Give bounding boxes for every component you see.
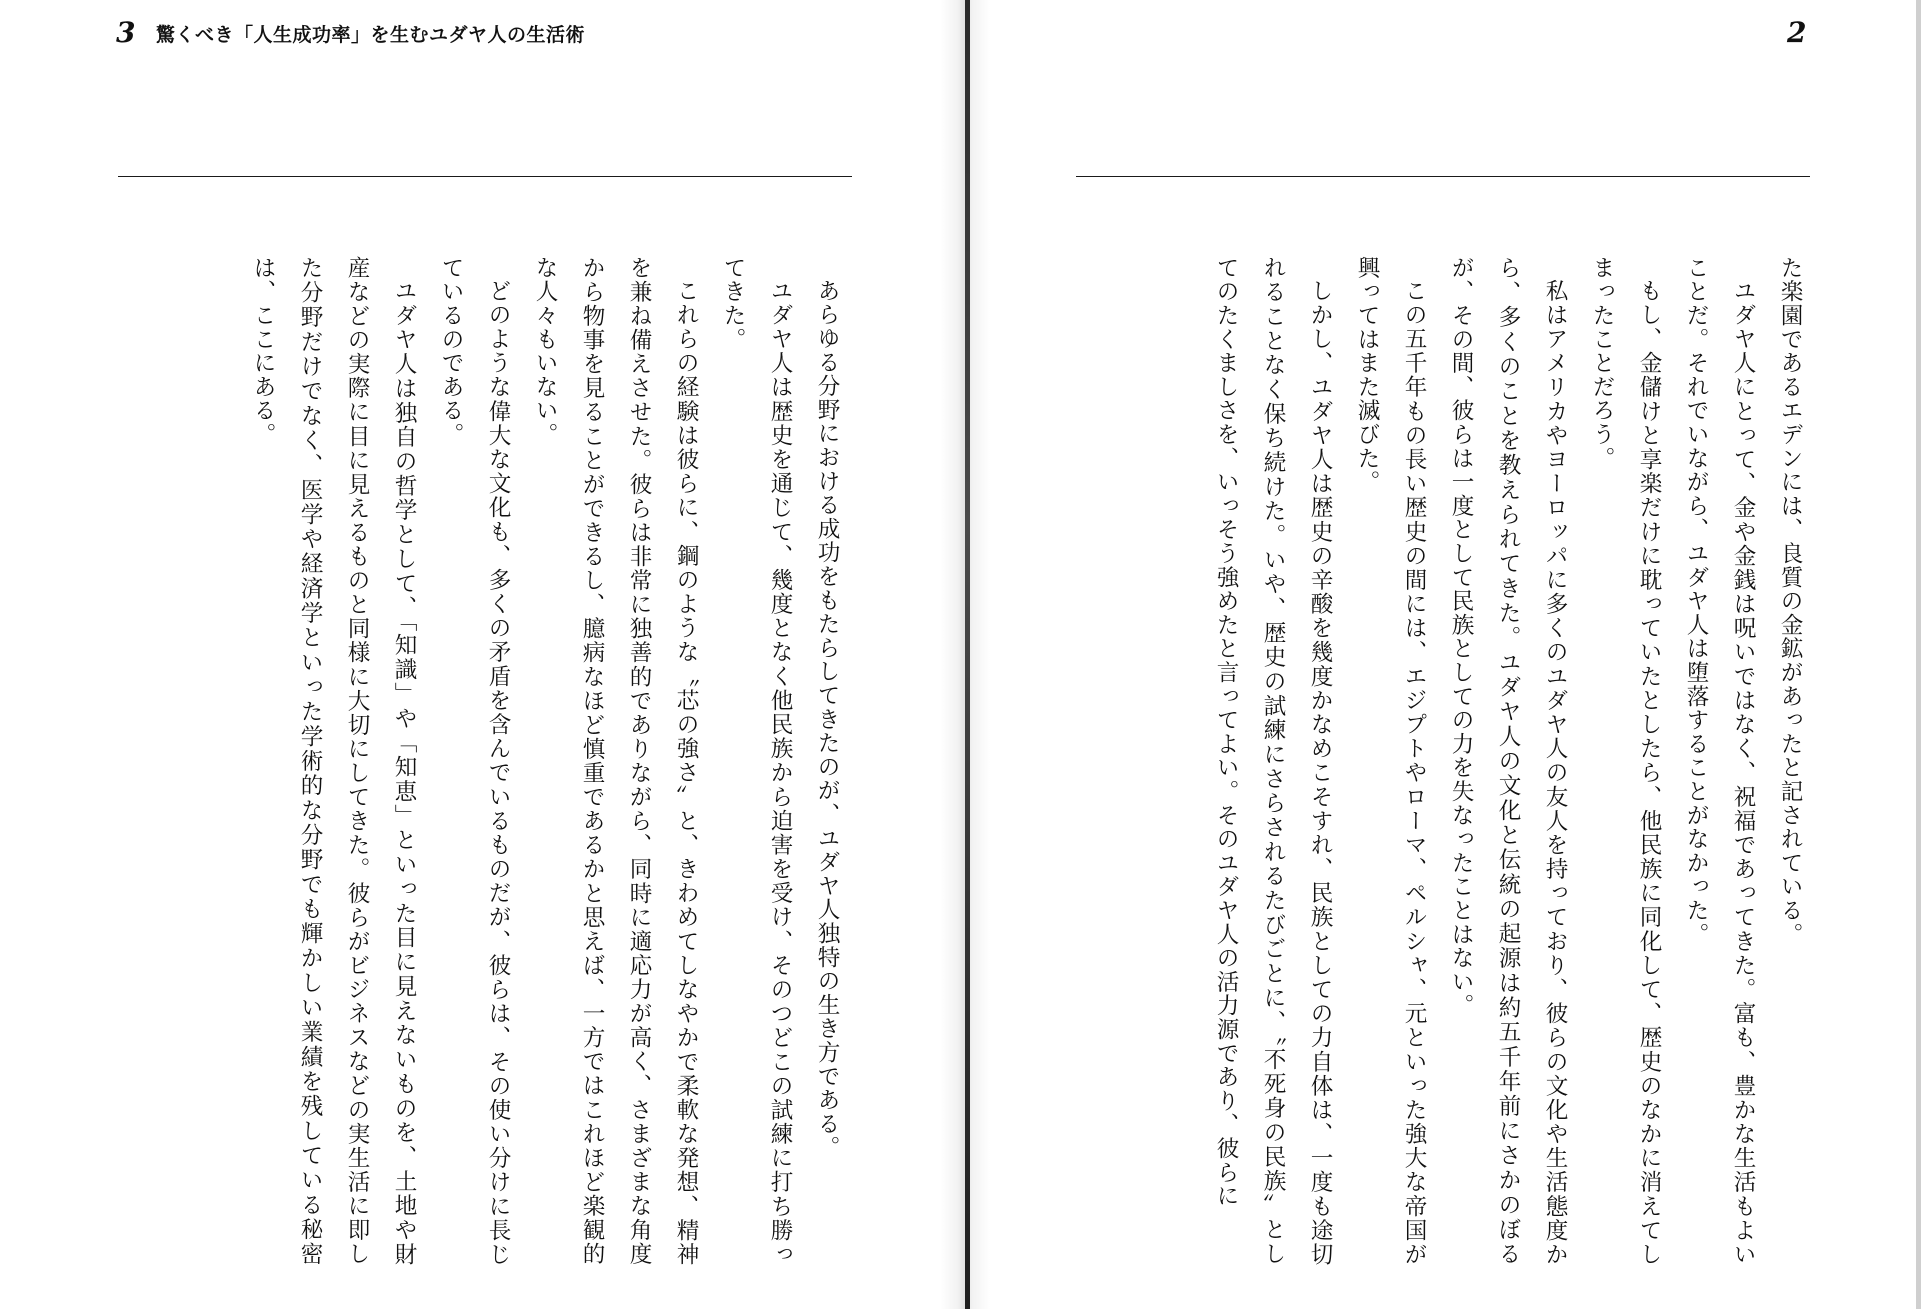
paragraph: もし、金儲けと享楽だけに耽っていたとしたら、他民族に同化して、歴史のなかに消えてしまったことだろう。 bbox=[1589, 256, 1662, 1266]
paragraph: これらの経験は彼らに、鋼のような〝芯の強さ〟と、きわめてしなやかで柔軟な発想、精神を兼ね備えさせた。彼らは非常に独善的でありながら、同時に適応力が高く、さまざまな角度から物事を見ることができるし、臆病なほど慎重であるかと思えば、一方ではこれほど楽観的な人々もいない。 bbox=[532, 256, 699, 1266]
paragraph: 私はアメリカやヨーロッパに多くのユダヤ人の友人を持っており、彼らの文化や生活態度から、多くのことを教えられてきた。ユダヤ人の文化と伝統の起源は約五千年前にさかのぼるが、その間、彼らは一度として民族としての力を失なったことはない。 bbox=[1448, 256, 1568, 1266]
running-head: 驚くべき「人生成功率」を生むユダヤ人の生活術 bbox=[156, 24, 586, 46]
paragraph: あらゆる分野における成功をもたらしてきたのが、ユダヤ人独特の生き方である。 bbox=[814, 278, 840, 1160]
paragraph: ユダヤ人にとって、金や金銭は呪いではなく、祝福であってきた。富も、豊かな生活もよいことだ。それでいながら、ユダヤ人は堕落することがなかった。 bbox=[1683, 256, 1756, 1266]
page-number: 3 bbox=[116, 16, 136, 49]
paragraph: ユダヤ人は独自の哲学として、「知識」や「知恵」といった目に見えないものを、土地や財産などの実際に目に見えるものと同様に大切にしてきた。彼らがビジネスなどの実生活に即した分野だけでなく、医学や経済学といった学術的な分野でも輝かしい業績を残している秘密は、ここにある。 bbox=[250, 256, 417, 1266]
header-rule bbox=[118, 176, 852, 177]
page-number: 2 bbox=[1787, 16, 1807, 49]
page-edge bbox=[1916, 0, 1921, 1309]
header-rule bbox=[1076, 176, 1810, 177]
book-gutter bbox=[965, 0, 970, 1309]
paragraph: た楽園であるエデンには、良質の金鉱があったと記されている。 bbox=[1777, 256, 1803, 947]
paragraph: どのような偉大な文化も、多くの矛盾を含んでいるものだが、彼らは、その使い分けに長じているのである。 bbox=[438, 256, 511, 1266]
paragraph: ユダヤ人は歴史を通じて、幾度となく他民族から迫害を受け、そのつどこの試練に打ち勝ってきた。 bbox=[720, 256, 793, 1266]
body-text bbox=[1063, 256, 1813, 1266]
paragraph: この五千年もの長い歴史の間には、エジプトやローマ、ペルシャ、元といった強大な帝国が興ってはまた滅びた。 bbox=[1354, 256, 1427, 1266]
body-text bbox=[100, 256, 850, 1266]
paragraph: しかし、ユダヤ人は歴史の辛酸を幾度かなめこそすれ、民族としての力自体は、一度も途切れることなく保ち続けた。いや、歴史の試練にさらされるたびごとに、〝不死身の民族〟としてのたくましさを、いっそう強めたと言ってよい。そのユダヤ人の活力源であり、彼らに bbox=[1213, 256, 1333, 1266]
